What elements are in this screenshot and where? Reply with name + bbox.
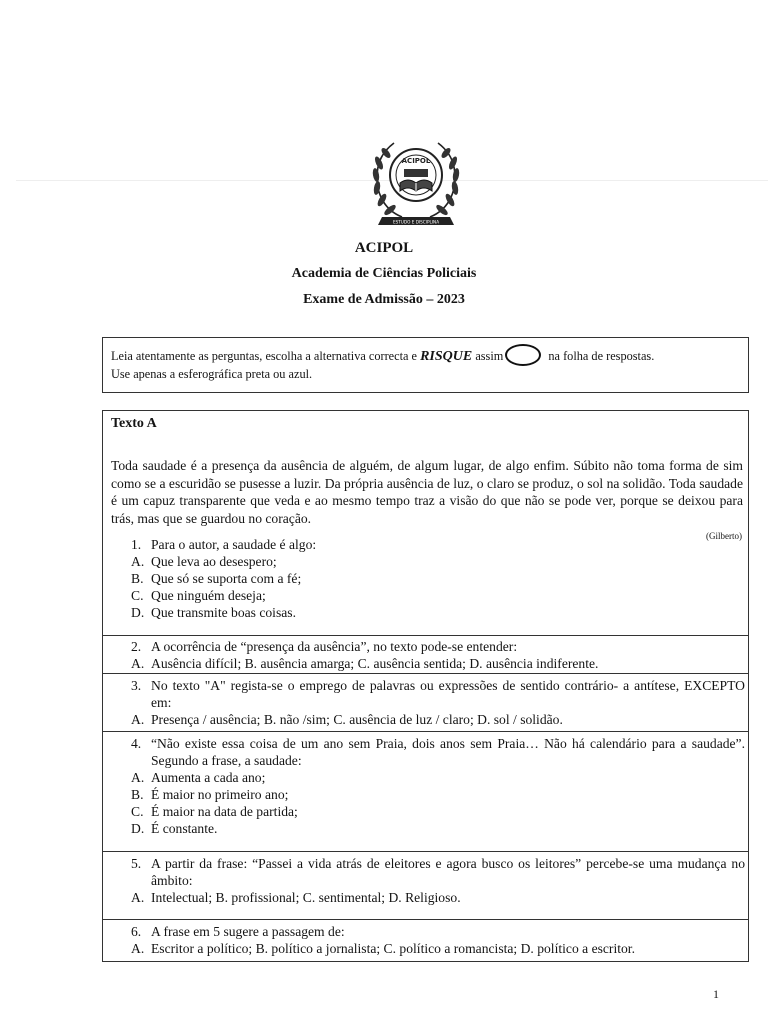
question-2	[111, 638, 745, 672]
question-number: 4.	[131, 736, 142, 751]
question-stem: A frase em 5 sugere a passagem de:	[151, 924, 345, 939]
question-6	[111, 923, 745, 957]
option-text: Escritor a político; B. político a jornalista; C. político a romancista; D. político a escritor.	[151, 941, 635, 956]
option-text: Ausência difícil; B. ausência amarga; C. ausência sentida; D. ausência indiferente.	[151, 656, 599, 671]
option-label: D.	[131, 821, 145, 836]
option-text: Que ninguém deseja;	[151, 588, 266, 603]
option-label: A.	[131, 890, 145, 905]
question-stem: Para o autor, a saudade é algo:	[151, 537, 317, 552]
option-text: Presença / ausência; B. não /sim; C. ausência de luz / claro; D. sol / solidão.	[151, 712, 563, 727]
section-texto-a	[103, 411, 748, 635]
option-text: Aumenta a cada ano;	[151, 770, 266, 785]
header-exam-title: Exame de Admissão – 2023	[303, 292, 465, 307]
question-3	[111, 677, 745, 728]
section-question-4	[103, 731, 748, 851]
option-label: A.	[131, 770, 145, 785]
option-text: Que transmite boas coisas.	[151, 605, 296, 620]
section-question-5	[103, 851, 748, 919]
option-label: D.	[131, 605, 145, 620]
option-label: A.	[131, 712, 145, 727]
instructions-box	[102, 337, 749, 393]
option-label: B.	[131, 571, 144, 586]
question-number: 3.	[131, 678, 142, 693]
question-stem: A ocorrência de “presença da ausência”, no texto pode-se entender:	[151, 639, 518, 654]
option-text: É maior na data de partida;	[151, 804, 298, 819]
option-label: A.	[131, 941, 145, 956]
question-4	[111, 735, 745, 837]
question-stem: “Não existe essa coisa de um ano sem Praia, dois anos sem Praia… Não há calendário para a saudade”. Segundo a frase, a saudade:	[151, 736, 745, 768]
question-number: 1.	[131, 537, 142, 552]
instructions-line-1	[111, 344, 740, 366]
option-text: É maior no primeiro ano;	[151, 787, 289, 802]
option-text: Que leva ao desespero;	[151, 554, 277, 569]
question-5	[111, 855, 745, 906]
option-label: B.	[131, 787, 144, 802]
option-label: A.	[131, 656, 145, 671]
texto-a-title: Texto A	[111, 416, 157, 431]
option-text: Que só se suporta com a fé;	[151, 571, 302, 586]
question-number: 6.	[131, 924, 142, 939]
question-stem: A partir da frase: “Passei a vida atrás de eleitores e agora busco os leitores” percebe-se uma mudança no âmbito:	[151, 856, 745, 888]
exam-questions-box	[102, 410, 749, 962]
acipol-emblem-icon	[368, 133, 464, 233]
instructions-text-after: na folha de respostas.	[548, 349, 655, 363]
emblem-ribbon-text: ESTUDO E DISCIPLINA	[392, 219, 440, 225]
texto-a-passage: Toda saudade é a presença da ausência de alguém, de algum lugar, de algo enfim. Súbito não toma forma de sim como se a escuridão se pusesse a luzir. Da própria ausência de luz, o claro se produz, o sol na solidão. Toda saudade é um capuz transparente que veda e ao mesmo tempo traz a visão do que não se pode ver, porque se deixou para trás, mas que se guardou no coração.	[111, 458, 743, 526]
header-institution: Academia de Ciências Policiais	[291, 266, 477, 281]
instructions-emphasis: RISQUE	[420, 349, 473, 364]
page-number: 1	[713, 987, 719, 1001]
instructions-text-before: Leia atentamente as perguntas, escolha a alternativa correcta e	[111, 349, 418, 363]
question-number: 2.	[131, 639, 142, 654]
option-label: C.	[131, 804, 144, 819]
header-acronym: ACIPOL	[354, 240, 414, 256]
emblem-ring-text: ACIPOL	[401, 157, 431, 165]
option-text: É constante.	[151, 821, 218, 836]
section-question-3	[103, 673, 748, 731]
question-stem: No texto "A" regista-se o emprego de palavras ou expressões de sentido contrário- a antítese, EXCEPTO em:	[151, 678, 745, 710]
section-question-6	[103, 919, 748, 963]
section-question-2	[103, 635, 748, 673]
option-label: C.	[131, 588, 144, 603]
question-number: 5.	[131, 856, 142, 871]
instructions-text-mid: assim	[475, 349, 504, 363]
answer-oval-icon	[505, 344, 541, 366]
option-label: A.	[131, 554, 145, 569]
option-text: Intelectual; B. profissional; C. sentimental; D. Religioso.	[151, 890, 461, 905]
instructions-line-2: Use apenas a esferográfica preta ou azul.	[111, 367, 313, 381]
texto-a-author: (Gilberto)	[706, 531, 742, 541]
question-1	[111, 536, 745, 621]
